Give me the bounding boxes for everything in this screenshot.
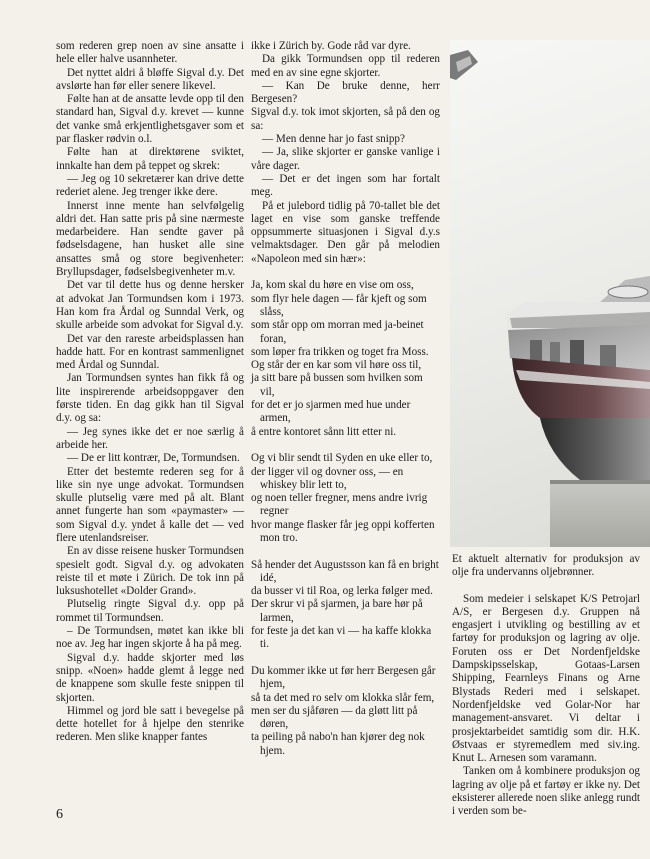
paragraph: Som medeier i selskapet K/S Petrojarl A/S, er Bergesen d.y. Gruppen nå engasjert i utvikling og bestilling av et fartøy for produksjon og lagring av olje. Foruten oss er Det Nordenfjeldske Dampskipsselskap, Gotaas-Larsen Shipping, Fearnleys Finans og Arne Blystads Rederi med i selskapet. Nordenfjeldske ved Golar-Nor har management-ansvaret. Vi deltar i prosjektarbeidet samtidig som dir. H.K. Østvaas er styremedlem med siv.ing. Knut L. Arnesen som varamann. <box>452 592 640 765</box>
verse-line: for det er jo sjarmen med hue under armen, <box>251 399 411 425</box>
paragraph: Jan Tormundsen syntes han fikk få og lite inspirerende arbeidsoppgaver den første tiden. En dag gikk han til Sigval d.y. og sa: <box>56 372 244 425</box>
verse-line: og noen teller fregner, mens andre ivrig regner <box>251 492 428 518</box>
verse-line: da busser vi til Roa, og lerka følger med. <box>251 585 433 598</box>
verse-line: så ta det med ro selv om klokka slår fem, <box>251 691 435 704</box>
stanza <box>251 279 440 439</box>
verse-line: Så hender det Augustsson kan få en bright idé, <box>251 558 439 584</box>
stanza <box>251 665 440 758</box>
verse-line: Du kommer ikke ut før herr Bergesen går hjem, <box>251 664 436 691</box>
paragraph: — De er litt kontrær, De, Tormundsen. <box>67 452 240 465</box>
middle-prose <box>251 40 440 266</box>
paragraph: Sigval d.y. hadde skjorter med løs snipp. «Noen» hadde glemt å legge ned de knappene som skulle feste snippen til skjorten. <box>56 651 244 704</box>
verse-line: ta peiling på nabo'n han kjører deg nok hjem. <box>251 731 425 757</box>
paragraph: Plutselig ringte Sigval d.y. opp på rommet til Tormundsen. <box>56 598 244 624</box>
paragraph: — Det er det ingen som har fortalt meg. <box>251 172 440 199</box>
verse-line: ja sitt bare på bussen som hvilken som vil, <box>251 372 423 398</box>
paragraph: Etter det bestemte rederen seg for å like sin nye unge advokat. Tormundsen skulle plutselig være med på alt. Blant annet fungerte han som «paymaster» — som Sigval d.y. yndet å kalle det — ved flere utenlandsreiser. <box>56 465 244 544</box>
paragraph: Tanken om å kombinere produksjon og lagring av olje på et fartøy er ikke ny. Det eksisterer allerede noen slike anlegg rundt i verden som be- <box>452 765 640 818</box>
paragraph: En av disse reisene husker Tormundsen spesielt godt. Sigval d.y. og advokaten reiste til et møte i Zürich. De tok inn på luksushotellet «Dolder Grand». <box>56 545 244 598</box>
paragraph: — Jeg og 10 sekretærer kan drive dette rederiet alene. Jeg trenger ikke dere. <box>56 172 244 199</box>
verse-line: hvor mange flasker får jeg oppi kofferten mon tro. <box>251 518 435 544</box>
right-prose <box>452 593 640 819</box>
verse-line: der ligger vil og dovner oss, — en whiskey blir lett to, <box>251 465 404 491</box>
paragraph: Innerst inne mente han selvfølgelig aldri det. Han satte pris på sine nærmeste medarbeidere. Han sendte gaver på fødselsdagene, han husket alle sine ansattes små og store begivenheter: Bryllupsdager, fødselsbegivenheter m.v. <box>56 199 244 279</box>
paragraph: – De Tormundsen, møtet kan ikke bli noe av. Jeg har ingen skjorte å ha på meg. <box>56 625 244 651</box>
verse-line: å entre kontoret sånn litt etter ni. <box>251 425 397 438</box>
paragraph: Da gikk Tormundsen opp til rederen med en av sine egne skjorter. <box>251 53 440 79</box>
paragraph: — Kan De bruke denne, herr Bergesen? <box>251 79 440 106</box>
column-right <box>452 553 640 819</box>
paragraph: Det nyttet aldri å bløffe Sigval d.y. Det avslørte han før eller senere likevel. <box>56 66 244 92</box>
stanza <box>251 559 440 652</box>
verse-line: men ser du sjåføren — da gløtt litt på døren, <box>251 704 418 731</box>
paragraph: ikke i Zürich by. Gode råd var dyre. <box>251 40 411 52</box>
paragraph: Himmel og jord ble satt i bevegelse på dette hotellet for å hjelpe den stenrike rederen. Men slike knapper fantes <box>56 704 244 744</box>
song-lyrics <box>251 279 440 758</box>
paragraph: Sigval d.y. tok imot skjorten, så på den og sa: <box>251 106 440 132</box>
paragraph: På et julebord tidlig på 70-tallet ble det laget en vise som ganske treffende oppsummerte situasjonen i Sigval d.y.s velmaktsdager. Den går på melodien «Napoleon med sin hær»: <box>251 199 440 265</box>
verse-line: for feste ja det kan vi — ha kaffe klokka ti. <box>251 625 432 651</box>
verse-line: Og står der en kar som vil høre oss til, <box>251 359 422 372</box>
column-left <box>56 40 244 745</box>
paragraph: — Men denne har jo fast snipp? <box>262 133 405 146</box>
verse-line: som står opp om morran med ja-beinet foran, <box>251 319 424 345</box>
verse-line: Ja, kom skal du høre en vise om oss, <box>251 279 414 292</box>
verse-line: som flyr hele dagen — får kjeft og som slåss, <box>251 292 427 318</box>
paragraph: — Ja, slike skjorter er ganske vanlige i våre dager. <box>251 146 440 172</box>
verse-line: som løper fra trikken og toget fra Moss. <box>251 345 429 358</box>
paragraph: Følte han at direktørene sviktet, innkalte han dem på teppet og skrek: <box>56 146 244 172</box>
stanza <box>251 452 440 545</box>
paragraph: Følte han at de ansatte levde opp til den standard han, Sigval d.y. krevet — kunne det vanke små erkjentlighetsgaver som et par flasker rødvin o.l. <box>56 93 244 146</box>
paragraph: Det var den rareste arbeidsplassen han hadde hatt. For en kontrast sammenlignet med Årdal og Sunndal. <box>56 332 244 372</box>
verse-line: Og vi blir sendt til Syden en uke eller to, <box>251 452 433 465</box>
verse-line: Der skrur vi på sjarmen, ja bare hør på larmen, <box>251 598 423 624</box>
offshore-vessel-model-photo <box>450 40 650 547</box>
page-number: 6 <box>56 807 63 822</box>
paragraph: — Jeg synes ikke det er noe særlig å arbeide her. <box>56 425 244 451</box>
paragraph: som rederen grep noen av sine ansatte i hele eller halve usannheter. <box>56 40 244 66</box>
column-middle <box>251 40 440 758</box>
vessel-illustration <box>450 40 650 547</box>
paragraph: Det var til dette hus og denne hersker at advokat Jan Tormundsen kom i 1973. Han kom fra Årdal og Sunndal Verk, og skulle arbeide som advokat for Sigval d.y. <box>56 279 244 332</box>
photo-caption: Et aktuelt alternativ for produksjon av olje fra undervanns oljebrønner. <box>452 553 640 579</box>
